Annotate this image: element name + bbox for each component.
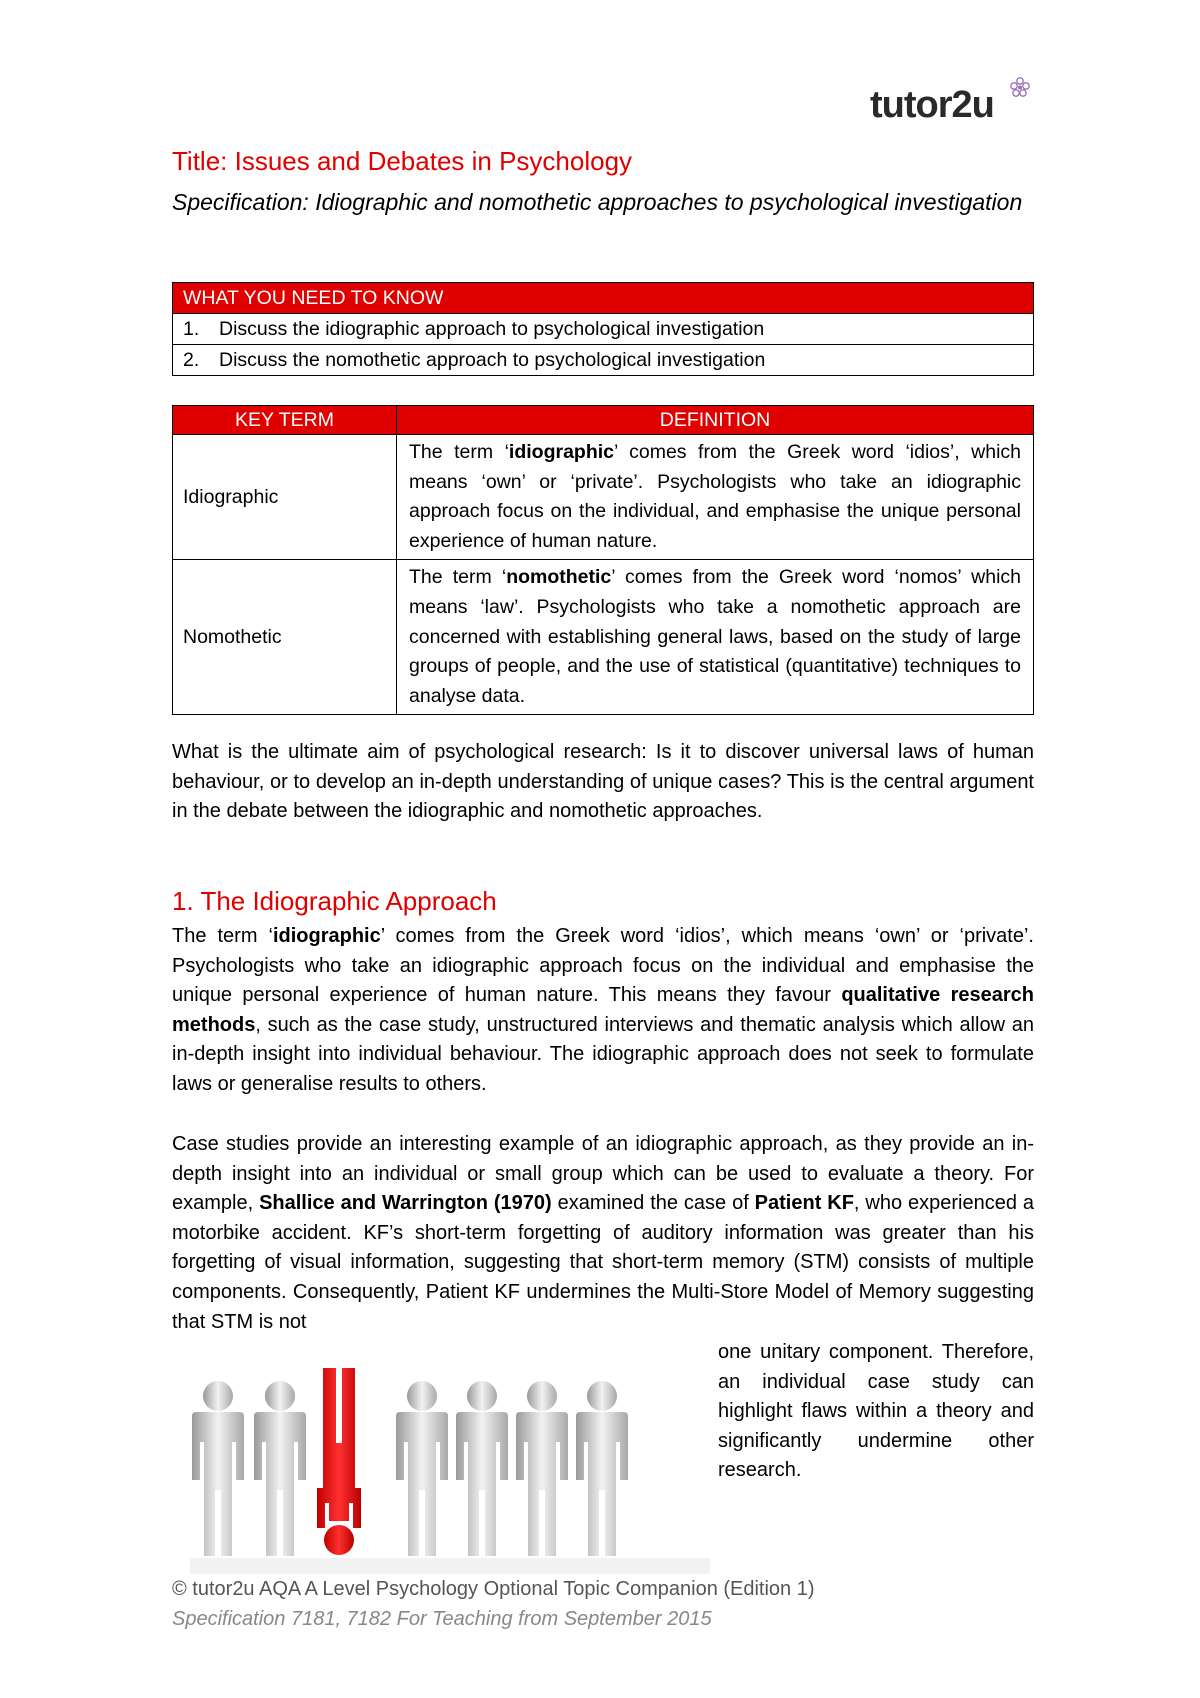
- need-to-know-header: WHAT YOU NEED TO KNOW: [173, 283, 1034, 314]
- table-row: [173, 560, 1034, 715]
- inverted-red-person: [317, 1368, 361, 1555]
- need-to-know-table: [172, 282, 1034, 376]
- people-illustration: [190, 1368, 710, 1574]
- item-number: 1.: [183, 317, 200, 340]
- table-row: [173, 435, 1034, 560]
- definition: The term ‘nomothetic’ comes from the Greek word ‘nomos’ which means ‘law’. Psychologists who take a nomothetic approach are concerned with establishing general laws, based on the study of large groups of people, and the use of statistical (quantitative) techniques to analyse data.: [397, 560, 1034, 715]
- tutor2u-logo: [870, 78, 1030, 128]
- flower-icon: [1008, 76, 1032, 100]
- copyright-footer: © tutor2u AQA A Level Psychology Optional Topic Companion (Edition 1): [172, 1578, 815, 1600]
- item-number: 2.: [183, 348, 200, 371]
- item-text: Discuss the nomothetic approach to psychological investigation: [219, 348, 766, 371]
- intro-paragraph: What is the ultimate aim of psychological research: Is it to discover universal laws of human behaviour, or to develop an in-depth understanding of unique cases? This is the central argument in the debate between the idiographic and nomothetic approaches.: [172, 741, 1034, 823]
- definition: The term ‘idiographic’ comes from the Greek word ‘idios’, which means ‘own’ or ‘private’. Psychologists who take an idiographic approach focus on the individual, and emphasise the unique personal experience of human nature.: [397, 435, 1034, 560]
- paragraph: The term ‘idiographic’ comes from the Greek word ‘idios’, which means ‘own’ or ‘private’. Psychologists who take an idiographic approach focus on the individual and emphasise the unique personal experience of human nature. This means they favour qualitative research methods, such as the case study, unstructured interviews and thematic analysis which allow an in-depth insight into individual behaviour. The idiographic approach does not seek to formulate laws or generalise results to others.: [172, 925, 1035, 1095]
- need-to-know-item: [173, 314, 1034, 345]
- specification: Specification: Idiographic and nomothetic approaches to psychological investigation: [172, 189, 1023, 215]
- logo-text: tutor2u: [870, 84, 994, 126]
- section-heading: 1. The Idiographic Approach: [172, 886, 497, 916]
- key-terms-table: [172, 405, 1034, 715]
- page-title: Title: Issues and Debates in Psychology: [172, 146, 633, 176]
- key-term-header: KEY TERM: [173, 406, 397, 435]
- key-term: Nomothetic: [173, 560, 397, 715]
- item-text: Discuss the idiographic approach to psychological investigation: [219, 317, 765, 340]
- paragraph: Case studies provide an interesting example of an idiographic approach, as they provide an in-depth insight into an individual or small group which can be used to evaluate a theory. For example, Shallice and Warrington (1970) examined the case of Patient KF, who experienced a motorbike accident. KF’s short-term forgetting of auditory information was greater than his forgetting of visual information, suggesting that short-term memory (STM) consists of multiple components. Consequently, Patient KF undermines the Multi-Store Model of Memory suggesting that STM is not: [172, 1133, 1034, 1333]
- specification-footer: Specification 7181, 7182 For Teaching from September 2015: [172, 1608, 712, 1630]
- need-to-know-item: [173, 345, 1034, 376]
- key-term: Idiographic: [173, 435, 397, 560]
- paragraph: one unitary component. Therefore, an individual case study can highlight flaws within a theory and significantly undermine other research.: [718, 1341, 1034, 1482]
- definition-header: DEFINITION: [397, 406, 1034, 435]
